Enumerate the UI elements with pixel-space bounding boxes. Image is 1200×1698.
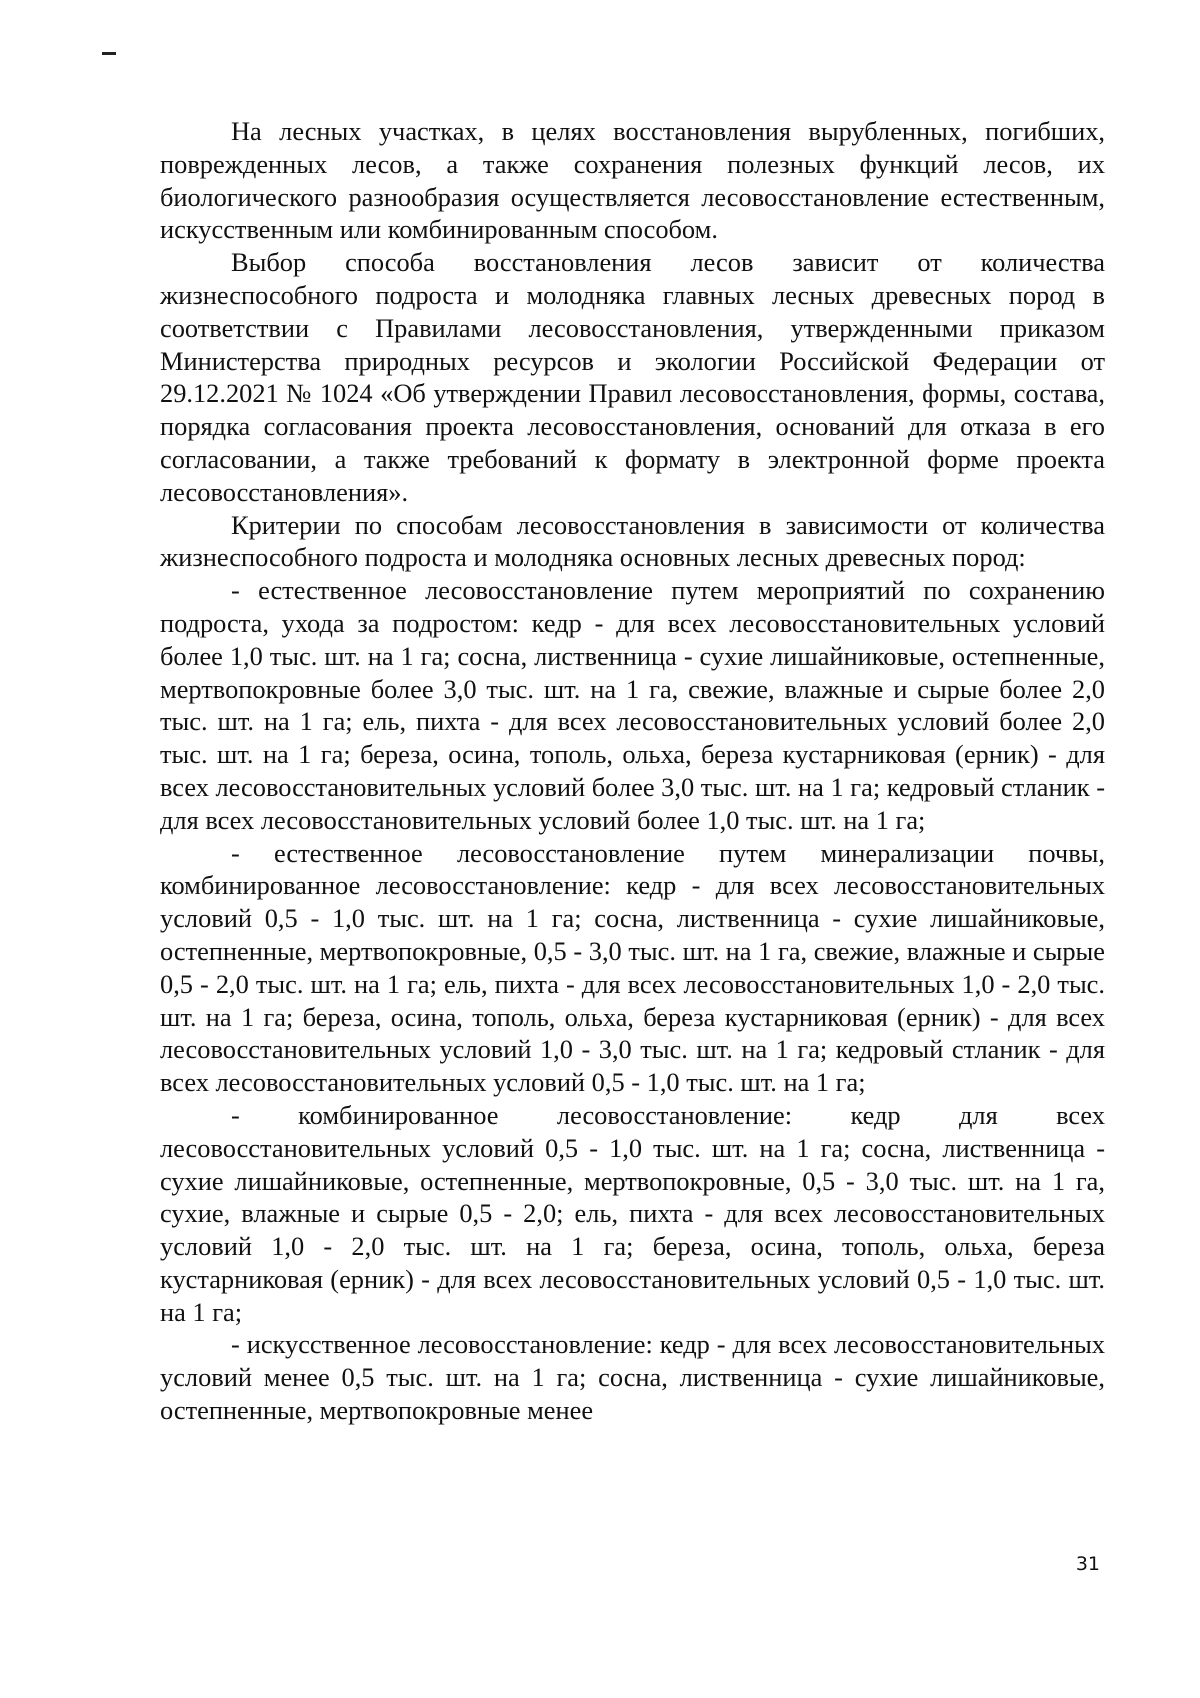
paragraph-combined: - комбинированное лесовосстановление: кедр для всех лесовосстановительных условий 0,5 - 1,0 тыс. шт. на 1 га; сосна, лиственница - сухие лишайниковые, остепненные, мертвопокровные, 0,5 - 3,0 тыс. шт. на 1 га, сухие, влажные и сырые 0,5 - 2,0; ель, пихта - для всех лесовосстановительных условий 1,0 - 2,0 тыс. шт. на 1 га; береза, осина, тополь, ольха, береза кустарниковая (ерник) - для всех лесовосстановительных условий 0,5 - 1,0 тыс. шт. на 1 га; (160, 1099, 1105, 1327)
paragraph-criteria: Критерии по способам лесовосстановления в зависимости от количества жизнеспособного подроста и молодняка основных лесных древесных пород: (160, 509, 1105, 573)
scan-mark (102, 52, 116, 55)
page-number: 31 (1075, 1553, 1100, 1575)
paragraph-natural-mineralization: - естественное лесовосстановление путем минерализации почвы, комбинированное лесовосстановление: кедр - для всех лесовосстановительных условий 0,5 - 1,0 тыс. шт. на 1 га; сосна, лиственница - сухие лишайниковые, остепненные, мертвопокровные, 0,5 - 3,0 тыс. шт. на 1 га, свежие, влажные и сырые 0,5 - 2,0 тыс. шт. на 1 га; ель, пихта - для всех лесовосстановительных 1,0 - 2,0 тыс. шт. на 1 га; береза, осина, тополь, ольха, береза кустарниковая (ерник) - для всех лесовосстановительных условий 1,0 - 3,0 тыс. шт. на 1 га; кедровый стланик - для всех лесовосстановительных условий 0,5 - 1,0 тыс. шт. на 1 га; (160, 837, 1105, 1098)
paragraph-natural-undergrowth: - естественное лесовосстановление путем мероприятий по сохранению подроста, ухода за подростом: кедр - для всех лесовосстановительных условий более 1,0 тыс. шт. на 1 га; сосна, лиственница - сухие лишайниковые, остепненные, мертвопокровные более 3,0 тыс. шт. на 1 га, свежие, влажные и сырые более 2,0 тыс. шт. на 1 га; ель, пихта - для всех лесовосстановительных условий более 2,0 тыс. шт. на 1 га; береза, осина, тополь, ольха, береза кустарниковая (ерник) - для всех лесовосстановительных условий более 3,0 тыс. шт. на 1 га; кедровый стланик - для всех лесовосстановительных условий более 1,0 тыс. шт. на 1 га; (160, 575, 1105, 835)
body-text (160, 115, 1105, 1427)
paragraph-intro: На лесных участках, в целях восстановления вырубленных, погибших, поврежденных лесов, а также сохранения полезных функций лесов, их биологического разнообразия осуществляется лесовосстановление естественным, искусственным или комбинированным способом. (160, 116, 1105, 245)
paragraph-method-choice: Выбор способа восстановления лесов зависит от количества жизнеспособного подроста и молодняка главных лесных древесных пород в соответствии с Правилами лесовосстановления, утвержденными приказом Министерства природных ресурсов и экологии Российской Федерации от 29.12.2021 № 1024 «Об утверждении Правил лесовосстановления, формы, состава, порядка согласования проекта лесовосстановления, оснований для отказа в его согласовании, а также требований к формату в электронной форме проекта лесовосстановления». (160, 247, 1105, 507)
paragraph-artificial: - искусственное лесовосстановление: кедр - для всех лесовосстановительных условий менее 0,5 тыс. шт. на 1 га; сосна, лиственница - сухие лишайниковые, остепненные, мертвопокровные менее (160, 1329, 1105, 1426)
